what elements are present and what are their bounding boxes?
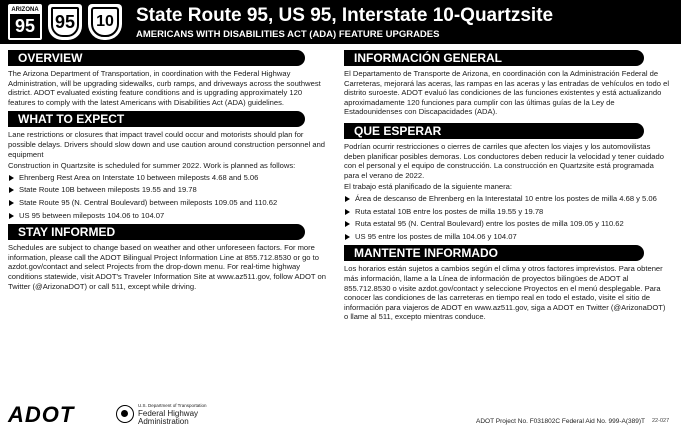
interstate-shield-number: 10 (91, 7, 119, 37)
header-banner (0, 0, 681, 44)
mantente-informado-text: Los horarios están sujetos a cambios según el clima y otros factores imprevistos. Para obtener más información, llame a la Línea de información de proyectos bilingües de ADOT al 855.712.8530 o visite azdot.gov/contact y seleccione Proyectos en el menú desplegable. Para conocer las condiciones de las carreteras en tiempo real en todo el estado, visite el sitio de información para viajeros de ADOT en www.az511.gov, siga a ADOT en Twitter (@ArizonaDOT) o llame al 511, excepto mientras conduce. (344, 264, 666, 322)
english-column (8, 50, 331, 293)
bullet-arrow-icon (345, 221, 350, 227)
list-item: Ruta estatal 95 (N. Central Boulevard) entre los postes de milla 109.05 y 110.62 (344, 219, 670, 229)
what-to-expect-text: Lane restrictions or closures that impact travel could occur and motorists should plan for possible delays. Drivers should slow down and use caution around construction personnel and equipment (8, 130, 326, 159)
schedule-text: Construction in Quartzsite is scheduled for summer 2022. Work is planned as follows: (8, 161, 296, 171)
adot-logo: ADOT (8, 402, 75, 427)
bullet-arrow-icon (345, 209, 350, 215)
page-subtitle: AMERICANS WITH DISABILITIES ACT (ADA) FEATURE UPGRADES (136, 29, 440, 40)
fhwa-department: U.S. Department of Transportation (138, 403, 207, 408)
spanish-column (344, 50, 670, 324)
state-shield-tag: ARIZONA (11, 7, 39, 13)
footer (0, 398, 681, 438)
work-locations-list-es (344, 194, 670, 241)
bullet-arrow-icon (9, 187, 14, 193)
page-title: State Route 95, US 95, Interstate 10-Quartzsite (136, 5, 554, 26)
overview-heading: OVERVIEW (8, 50, 305, 66)
overview-text: The Arizona Department of Transportation, in coordination with the Federal Highway Administration, will be upgrading sidewalks, curb ramps, and driveways across the southwest district. ADOT evaluated existing feature conditions and is upgrading approximately 120 features to comply with the latest Americans with Disabilities Act (ADA) guidelines. (8, 69, 321, 107)
what-to-expect-heading: WHAT TO EXPECT (8, 111, 305, 127)
stay-informed-heading: STAY INFORMED (8, 224, 305, 240)
list-item: State Route 10B between mileposts 19.55 and 19.78 (8, 185, 331, 195)
project-numbers: ADOT Project No. F031802C Federal Aid No. 999-A(389)T (476, 418, 645, 425)
mantente-informado-heading: MANTENTE INFORMADO (344, 245, 644, 261)
interstate-shield (88, 4, 122, 40)
bullet-arrow-icon (9, 200, 14, 206)
fhwa-name-line1: Federal Highway (138, 409, 199, 418)
fhwa-name-line2: Administration (138, 417, 189, 426)
list-item: US 95 entre los postes de milla 104.06 y 104.07 (344, 232, 670, 242)
dot-seal-icon (116, 405, 134, 423)
fhwa-logo (116, 402, 207, 426)
list-item: State Route 95 (N. Central Boulevard) between mileposts 109.05 and 110.62 (8, 198, 331, 208)
que-esperar-text: Podrían ocurrir restricciones o cierres de carriles que afecten los viajes y los automovilistas deben planificar posibles demoras. Los conductores deben reducir la velocidad y tener cuidado con el personal y el equipo de construcción. La construcción en Quartzsite está programada para el verano de 2022. (344, 141, 664, 180)
stay-informed-text: Schedules are subject to change based on weather and other unforeseen factors. For more information, please call the ADOT Bilingual Project Information Line at 855.712.8530 or go to azdot.gov/contact and select Projects from the drop-down menu. For real-time highway conditions statewide, visit ADOT's Traveler Information Site at www.az511.gov, follow ADOT on Twitter (@ArizonaDOT) or call 511, except while driving. (8, 243, 326, 291)
informacion-general-text: El Departamento de Transporte de Arizona, en coordinación con la Administración Federal de Carreteras, mejorará las aceras, las rampas en las aceras y las entradas de vehículos en todo el distrito suroeste. ADOT evaluó las condiciones de las funciones existentes y está actualizando aproximadamente 120 funciones para cumplir con las últimas guías de la Ley de Estadounidenses con Discapacidades (ADA). (344, 69, 670, 117)
document-code: 22-027 (652, 418, 670, 424)
bullet-arrow-icon (9, 175, 14, 181)
work-locations-list (8, 173, 331, 220)
list-item: Área de descanso de Ehrenberg en la Interestatal 10 entre los postes de milla 4.68 y 5.06 (344, 194, 670, 204)
state-route-shield (8, 4, 42, 40)
list-item: Ruta estatal 10B entre los postes de milla 19.55 y 19.78 (344, 207, 670, 217)
us-route-shield (48, 4, 82, 40)
route-shields (8, 4, 122, 40)
us-shield-number: 95 (51, 7, 79, 37)
list-item: US 95 between mileposts 104.06 to 104.07 (8, 211, 331, 221)
bullet-arrow-icon (345, 234, 350, 240)
bullet-arrow-icon (9, 213, 14, 219)
state-shield-number: 95 (14, 16, 36, 36)
que-esperar-heading: QUE ESPERAR (344, 123, 644, 139)
informacion-general-heading: INFORMACIÓN GENERAL (344, 50, 644, 66)
bullet-arrow-icon (345, 196, 350, 202)
list-item: Ehrenberg Rest Area on Interstate 10 between mileposts 4.68 and 5.06 (8, 173, 331, 183)
plan-de-trabajo-text: El trabajo está planificado de la siguiente manera: (344, 182, 513, 192)
